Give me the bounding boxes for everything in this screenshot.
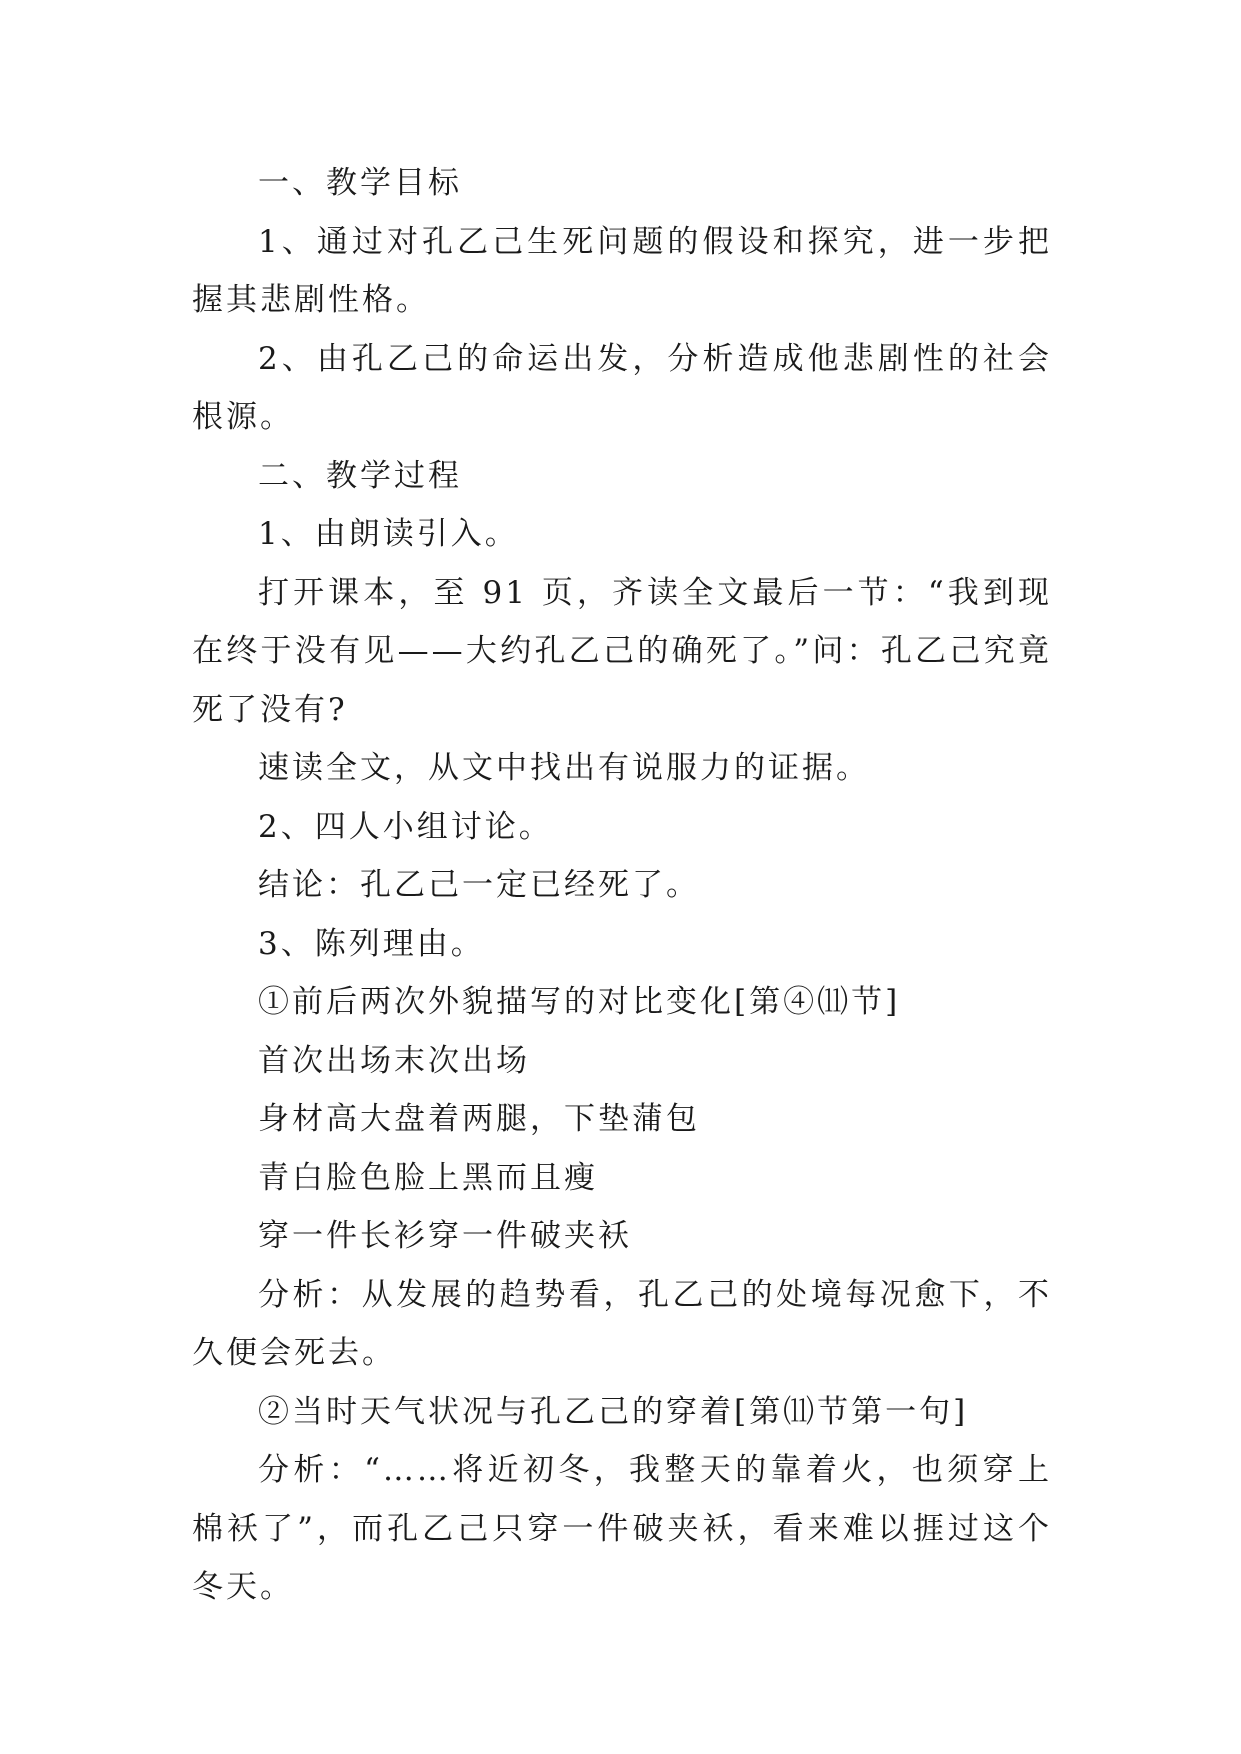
objective-item-2: 2、由孔乙己的命运出发，分析造成他悲剧性的社会根源。	[192, 340, 1052, 435]
analysis-paragraph: 分析：从发展的趋势看，孔乙己的处境每况愈下，不久便会死去。	[192, 1276, 1052, 1371]
reason-item-2: ②当时天气状况与孔乙己的穿着[第⑾节第一句]	[258, 1393, 969, 1430]
comparison-line: 穿一件长衫穿一件破夹袄	[258, 1218, 632, 1254]
process-step-3: 3、陈列理由。	[258, 925, 485, 962]
process-step-2: 2、四人小组讨论。	[258, 808, 553, 845]
reason-item-1: ①前后两次外貌描写的对比变化[第④⑾节]	[258, 984, 901, 1020]
comparison-line: 首次出场末次出场	[258, 1042, 530, 1079]
section-heading-process: 二、教学过程	[258, 457, 462, 494]
comparison-line: 青白脸色脸上黑而且瘦	[258, 1159, 598, 1196]
body-paragraph: 速读全文，从文中找出有说服力的证据。	[258, 750, 870, 786]
document-body	[192, 154, 1052, 1617]
body-paragraph: 结论：孔乙己一定已经死了。	[258, 867, 700, 903]
analysis-paragraph: 分析：“……将近初冬，我整天的靠着火，也须穿上棉袄了”，而孔乙己只穿一件破夹袄，看来难以捱过这个冬天。	[192, 1452, 1052, 1605]
process-step-1: 1、由朗读引入。	[258, 516, 519, 552]
comparison-line: 身材高大盘着两腿，下垫蒲包	[258, 1101, 700, 1137]
body-paragraph: 打开课本，至 91 页，齐读全文最后一节：“我到现在终于没有见——大约孔乙己的确死了。”问：孔乙己究竟死了没有?	[192, 574, 1052, 728]
section-heading-objectives: 一、教学目标	[258, 165, 462, 201]
objective-item-1: 1、通过对孔乙己生死问题的假设和探究，进一步把握其悲剧性格。	[192, 223, 1052, 318]
